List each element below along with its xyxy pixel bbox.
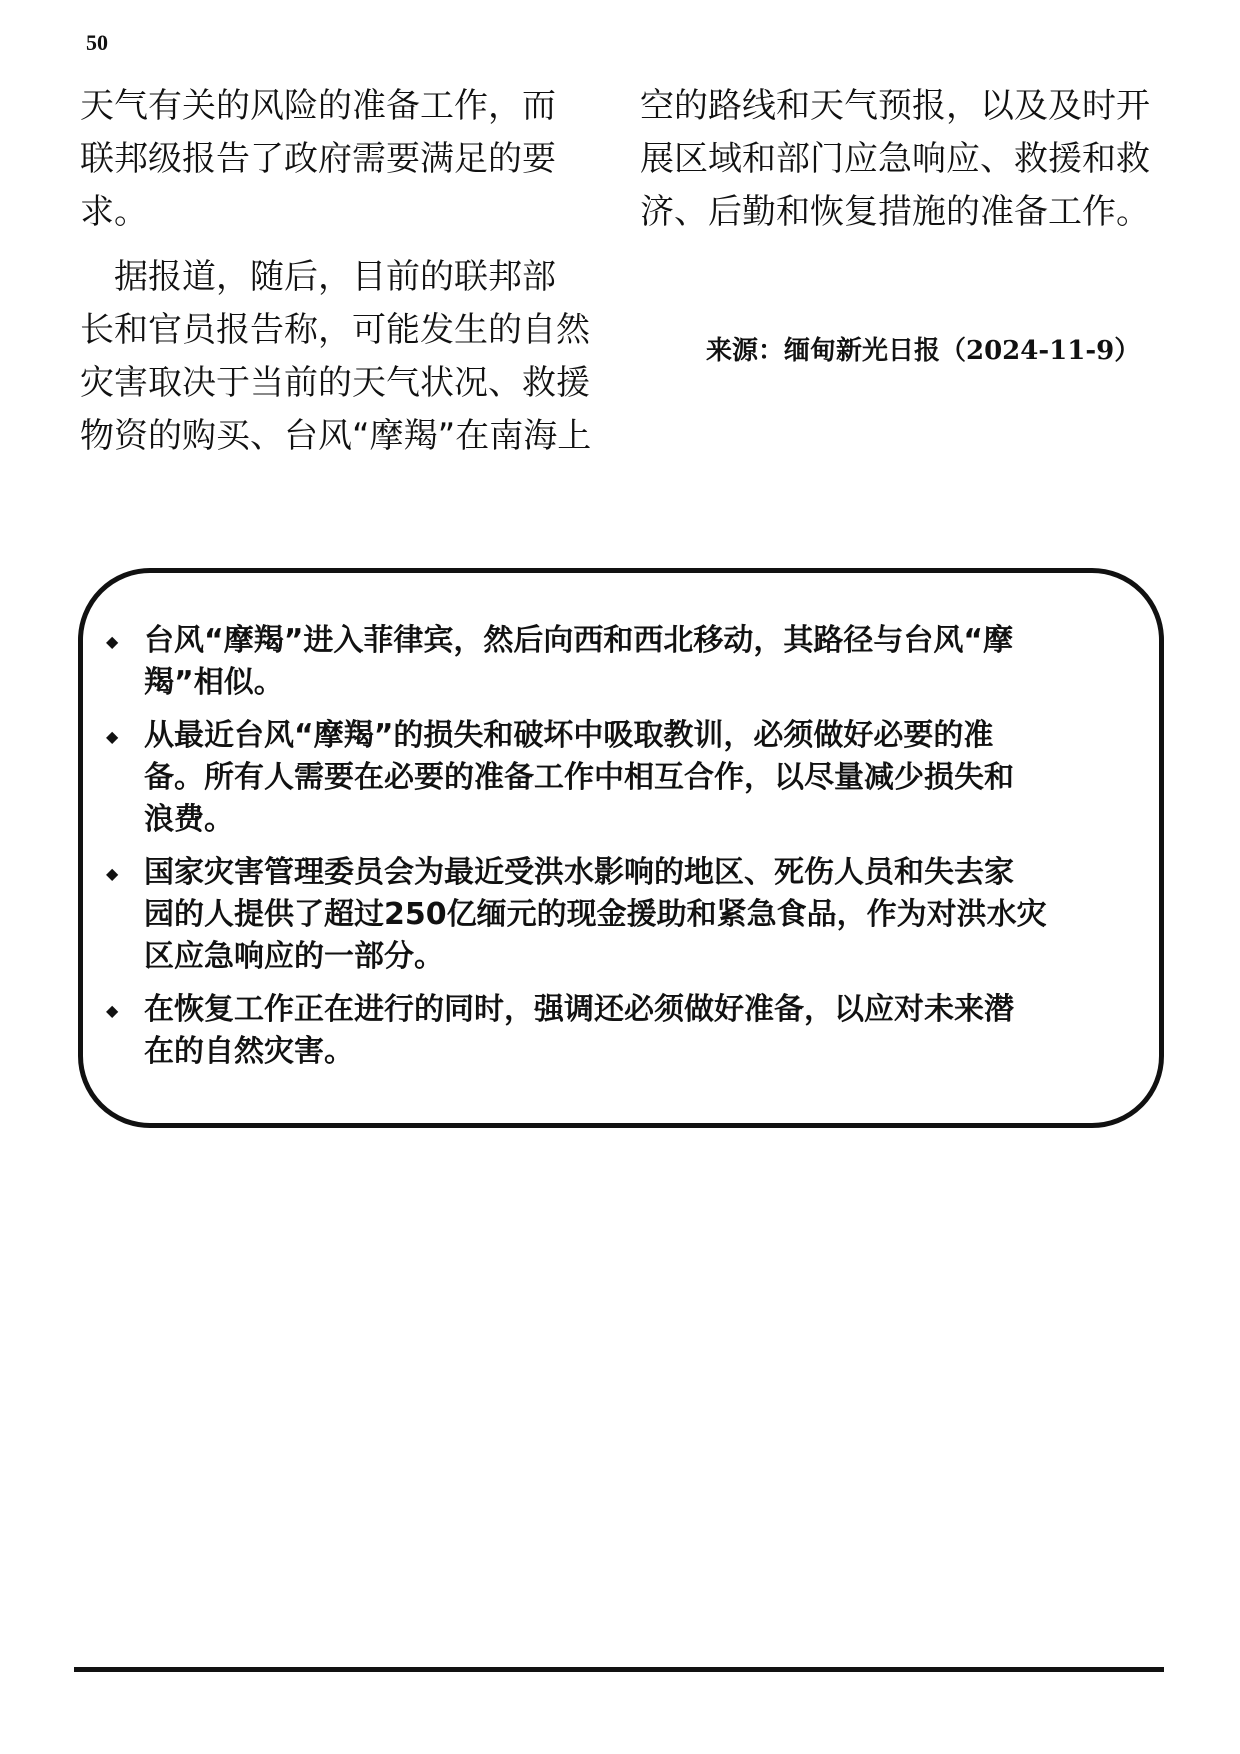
text-line: 长和官员报告称，可能发生的自然: [80, 310, 590, 350]
bullet-line: 在的自然灾害。: [144, 1034, 354, 1069]
bullet-line: 从最近台风“摩羯”的损失和破坏中吸取教训，必须做好必要的准: [144, 718, 994, 753]
text-line: 天气有关的风险的准备工作，而: [80, 86, 556, 126]
text-line: 灾害取决于当前的天气状况、救援: [80, 363, 590, 403]
left-paragraph-1: [80, 80, 608, 239]
source-citation: 来源：缅甸新光日报（2024-11-9）: [706, 336, 1141, 366]
bullet-line: 在恢复工作正在进行的同时，强调还必须做好准备，以应对未来潜: [144, 992, 1014, 1027]
summary-bullet: [104, 715, 1164, 841]
bullet-line: 台风“摩羯”进入菲律宾，然后向西和西北移动，其路径与台风“摩: [144, 623, 1014, 658]
text-line: 联邦级报告了政府需要满足的要: [80, 139, 556, 179]
page-number: 50: [86, 30, 108, 55]
left-paragraph-2: [80, 251, 608, 463]
text-line: 据报道，随后，目前的联邦部: [80, 257, 556, 297]
bullet-line: 园的人提供了超过250亿缅元的现金援助和紧急食品，作为对洪水灾: [144, 897, 1047, 932]
bullet-line: 浪费。: [144, 802, 234, 837]
text-line: 济、后勤和恢复措施的准备工作。: [640, 192, 1150, 232]
footer-rule: [74, 1667, 1164, 1672]
bullet-line: 区应急响应的一部分。: [144, 939, 444, 974]
bullet-line: 备。所有人需要在必要的准备工作中相互合作，以尽量减少损失和: [144, 760, 1014, 795]
summary-bullet: [104, 852, 1164, 978]
left-column: [80, 80, 608, 463]
diamond-bullet-icon: ◆: [106, 1001, 119, 1020]
right-paragraph-1: [640, 80, 1168, 239]
paragraph-gap: [80, 239, 608, 251]
bullet-line: 羯”相似。: [144, 665, 284, 700]
text-line: 求。: [80, 192, 148, 232]
summary-bullet-list: [104, 620, 1164, 1084]
diamond-bullet-icon: ◆: [106, 864, 119, 883]
summary-bullet: [104, 989, 1164, 1073]
diamond-bullet-icon: ◆: [106, 727, 119, 746]
right-column: [640, 80, 1168, 239]
diamond-bullet-icon: ◆: [106, 632, 119, 651]
bullet-line: 国家灾害管理委员会为最近受洪水影响的地区、死伤人员和失去家: [144, 855, 1014, 890]
text-line: 空的路线和天气预报，以及及时开: [640, 86, 1150, 126]
text-line: 展区域和部门应急响应、救援和救: [640, 139, 1150, 179]
summary-bullet: [104, 620, 1164, 704]
text-line: 物资的购买、台风“摩羯”在南海上: [80, 416, 592, 456]
